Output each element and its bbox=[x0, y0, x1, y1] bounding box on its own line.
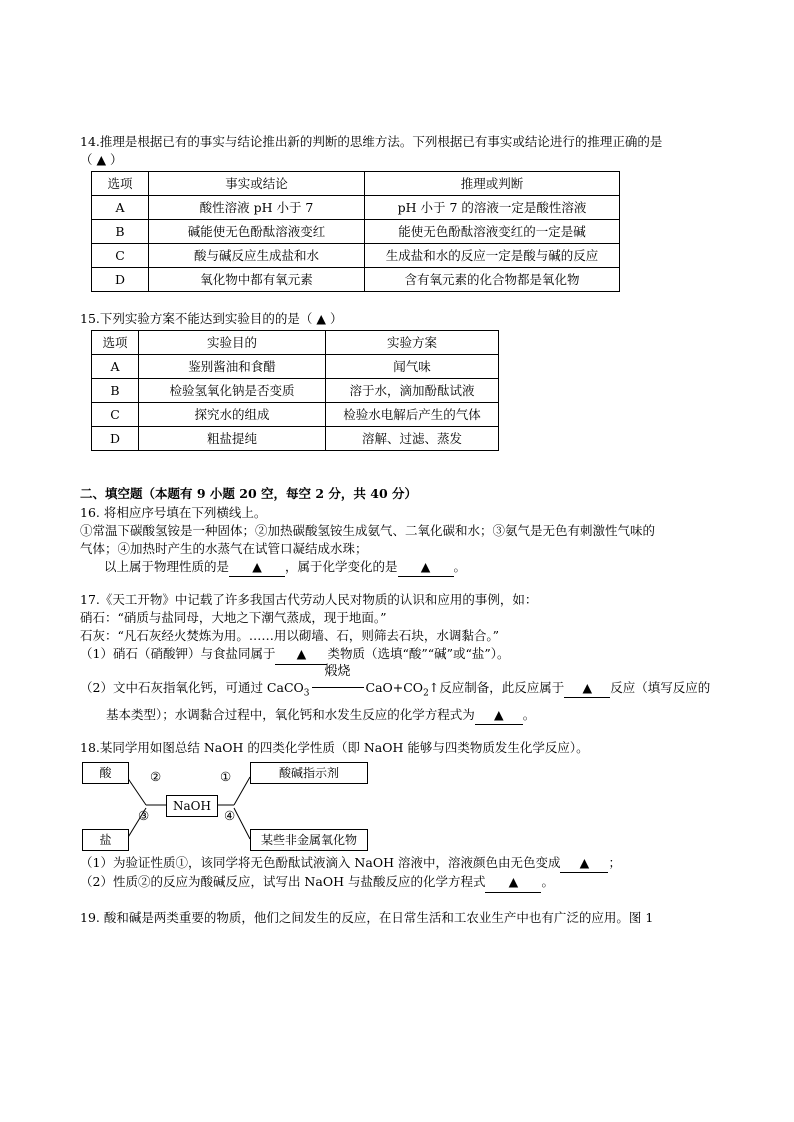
table-row bbox=[92, 355, 499, 379]
q18-part-1-end: ； bbox=[608, 855, 621, 871]
q18-stem: 18.某同学用如图总结 NaOH 的四类化学性质（即 NaOH 能够与四类物质发生化学反应）。 bbox=[80, 740, 589, 756]
table-cell: pH 小于 7 的溶液一定是酸性溶液 bbox=[365, 196, 620, 220]
table-cell: 酸与碱反应生成盐和水 bbox=[149, 244, 365, 268]
table-cell: A bbox=[92, 355, 139, 379]
question-15 bbox=[80, 310, 720, 451]
q18-part-2-end: 。 bbox=[541, 874, 554, 890]
table-cell: 含有氧元素的化合物都是氧化物 bbox=[365, 268, 620, 292]
table-cell: 粗盐提纯 bbox=[139, 427, 326, 451]
q17-part-1-prefix: （1）硝石（硝酸钾）与食盐同属于 bbox=[80, 646, 276, 662]
table-row bbox=[92, 268, 620, 292]
diagram-box-indicator: 酸碱指示剂 bbox=[250, 762, 368, 784]
diagram-label-4: ④ bbox=[224, 808, 236, 824]
q18-blank-1[interactable]: ▲ bbox=[560, 854, 608, 873]
q16-line-2: 气体；④加热时产生的水蒸气在试管口凝结成水珠； bbox=[80, 540, 368, 556]
table-cell: D bbox=[92, 427, 139, 451]
table-header-row bbox=[92, 331, 499, 355]
q18-part-1 bbox=[80, 854, 720, 873]
table-cell: 酸性溶液 pH 小于 7 bbox=[149, 196, 365, 220]
table-cell: 能使无色酚酞溶液变红的一定是碱 bbox=[365, 220, 620, 244]
q16-blank-physical[interactable]: ▲ bbox=[229, 558, 285, 577]
table-cell: 鉴别酱油和食醋 bbox=[139, 355, 326, 379]
q17-blank-2[interactable]: ▲ bbox=[564, 679, 610, 698]
table-cell: A bbox=[92, 196, 149, 220]
q17-quote-2: 石灰：“凡石灰经火焚炼为用。……用以砌墙、石，则筛去石块，水调黏合。” bbox=[80, 628, 500, 644]
table-cell: 氧化物中都有氧元素 bbox=[149, 268, 365, 292]
q17-blank-3[interactable]: ▲ bbox=[475, 706, 523, 725]
q14-answer-bracket: （ ▲ ） bbox=[80, 152, 123, 168]
table-cell: C bbox=[92, 244, 149, 268]
q17-part-2-line-2 bbox=[80, 706, 720, 725]
table-row bbox=[92, 196, 620, 220]
naoh-properties-diagram bbox=[82, 760, 367, 852]
q15-stem: 15.下列实验方案不能达到实验目的的是（ ▲ ） bbox=[80, 311, 343, 327]
q16-answer-end: 。 bbox=[453, 558, 467, 574]
diagram-box-salt: 盐 bbox=[82, 829, 129, 851]
reaction-condition-label: 煅烧 bbox=[324, 663, 351, 679]
table-cell: 检验氢氧化钠是否变质 bbox=[139, 379, 326, 403]
table-header-cell: 事实或结论 bbox=[149, 172, 365, 196]
reaction-condition bbox=[310, 663, 366, 697]
q18-part-2-text: （2）性质②的反应为酸碱反应，试写出 NaOH 与盐酸反应的化学方程式 bbox=[80, 874, 486, 890]
q17-quote-1: 硝石：“硝质与盐同母，大地之下潮气蒸成，现于地面。” bbox=[80, 610, 387, 626]
table-cell: 探究水的组成 bbox=[139, 403, 326, 427]
section-2-title: 二、填空题（本题有 9 小题 20 空，每空 2 分，共 40 分） bbox=[80, 486, 418, 502]
q16-line-1: ①常温下碳酸氢铵是一种固体；②加热碳酸氢铵生成氨气、二氧化碳和水；③氨气是无色有刺激性气味的 bbox=[80, 522, 656, 538]
question-16 bbox=[80, 504, 720, 578]
q14-stem: 14.推理是根据已有的事实与结论推出新的判断的思维方法。下列根据已有事实或结论进行的推理正确的是 bbox=[80, 134, 663, 149]
table-row bbox=[92, 220, 620, 244]
table-cell: 闻气味 bbox=[326, 355, 499, 379]
diagram-box-naoh: NaOH bbox=[166, 795, 218, 817]
question-19 bbox=[80, 909, 720, 927]
q14-table bbox=[91, 171, 620, 292]
table-header-cell: 推理或判断 bbox=[365, 172, 620, 196]
diagram-label-3: ③ bbox=[138, 808, 150, 824]
q17-stem: 17.《天工开物》中记载了许多我国古代劳动人民对物质的认识和应用的事例，如： bbox=[80, 592, 538, 607]
q16-answer-line bbox=[80, 558, 720, 577]
q17-part-2-middle: 反应制备，此反应属于 bbox=[439, 679, 565, 695]
table-row bbox=[92, 379, 499, 403]
table-header-cell: 实验方案 bbox=[326, 331, 499, 355]
q17-part-1-suffix: 类物质（选填“酸”“碱”或“盐”）。 bbox=[327, 646, 510, 662]
q17-products: CaO+CO bbox=[365, 679, 424, 695]
table-header-cell: 实验目的 bbox=[139, 331, 326, 355]
q17-part-2-suffix: 反应（填写反应的 bbox=[610, 679, 711, 695]
q16-answer-middle: ，属于化学变化的是 bbox=[285, 558, 398, 574]
question-17 bbox=[80, 591, 720, 725]
q18-part-2 bbox=[80, 873, 720, 892]
q18-blank-2[interactable]: ▲ bbox=[485, 873, 541, 892]
question-18 bbox=[80, 739, 720, 892]
table-row bbox=[92, 244, 620, 268]
q16-answer-prefix: 以上属于物理性质的是 bbox=[104, 558, 230, 574]
q18-part-1-text: （1）为验证性质①，该同学将无色酚酞试液滴入 NaOH 溶液中，溶液颜色由无色变成 bbox=[80, 855, 561, 871]
q17-part-1 bbox=[80, 645, 720, 664]
q16-blank-chemical[interactable]: ▲ bbox=[398, 558, 454, 577]
exam-page bbox=[80, 133, 720, 927]
table-cell: 生成盐和水的反应一定是酸与碱的反应 bbox=[365, 244, 620, 268]
diagram-label-1: ① bbox=[220, 769, 232, 785]
q16-stem: 16. 将相应序号填在下列横线上。 bbox=[80, 504, 267, 520]
table-cell: B bbox=[92, 379, 139, 403]
q17-blank-1[interactable]: ▲ bbox=[275, 645, 327, 664]
q17-subscript-3: 3 bbox=[303, 688, 310, 698]
q17-part-2 bbox=[80, 663, 720, 701]
question-14 bbox=[80, 133, 720, 292]
table-cell: 溶解、过滤、蒸发 bbox=[326, 427, 499, 451]
diagram-box-nonmetal-oxide: 某些非金属氧化物 bbox=[250, 829, 368, 851]
table-header-cell: 选项 bbox=[92, 172, 149, 196]
q15-table bbox=[91, 330, 499, 451]
q17-subscript-2: 2 bbox=[423, 688, 429, 698]
table-cell: 碱能使无色酚酞溶液变红 bbox=[149, 220, 365, 244]
reaction-equals-bar bbox=[312, 687, 364, 688]
table-header-row bbox=[92, 172, 620, 196]
table-cell: D bbox=[92, 268, 149, 292]
table-cell: 溶于水，滴加酚酞试液 bbox=[326, 379, 499, 403]
q19-stem: 19. 酸和碱是两类重要的物质，他们之间发生的反应，在日常生活和工农业生产中也有广泛的应用。图 1 bbox=[80, 909, 654, 925]
table-cell: 检验水电解后产生的气体 bbox=[326, 403, 499, 427]
table-row bbox=[92, 427, 499, 451]
diagram-label-2: ② bbox=[150, 769, 162, 785]
q17-part-2-line-2-end: 。 bbox=[522, 707, 536, 723]
table-row bbox=[92, 403, 499, 427]
q17-part-2-prefix: （2）文中石灰指氧化钙，可通过 CaCO bbox=[80, 679, 304, 695]
table-header-cell: 选项 bbox=[92, 331, 139, 355]
q17-part-2-line-2-text: 基本类型）；水调黏合过程中，氧化钙和水发生反应的化学方程式为 bbox=[106, 707, 475, 723]
gas-arrow: ↑ bbox=[428, 679, 440, 695]
table-cell: B bbox=[92, 220, 149, 244]
table-cell: C bbox=[92, 403, 139, 427]
diagram-box-acid: 酸 bbox=[82, 762, 129, 784]
